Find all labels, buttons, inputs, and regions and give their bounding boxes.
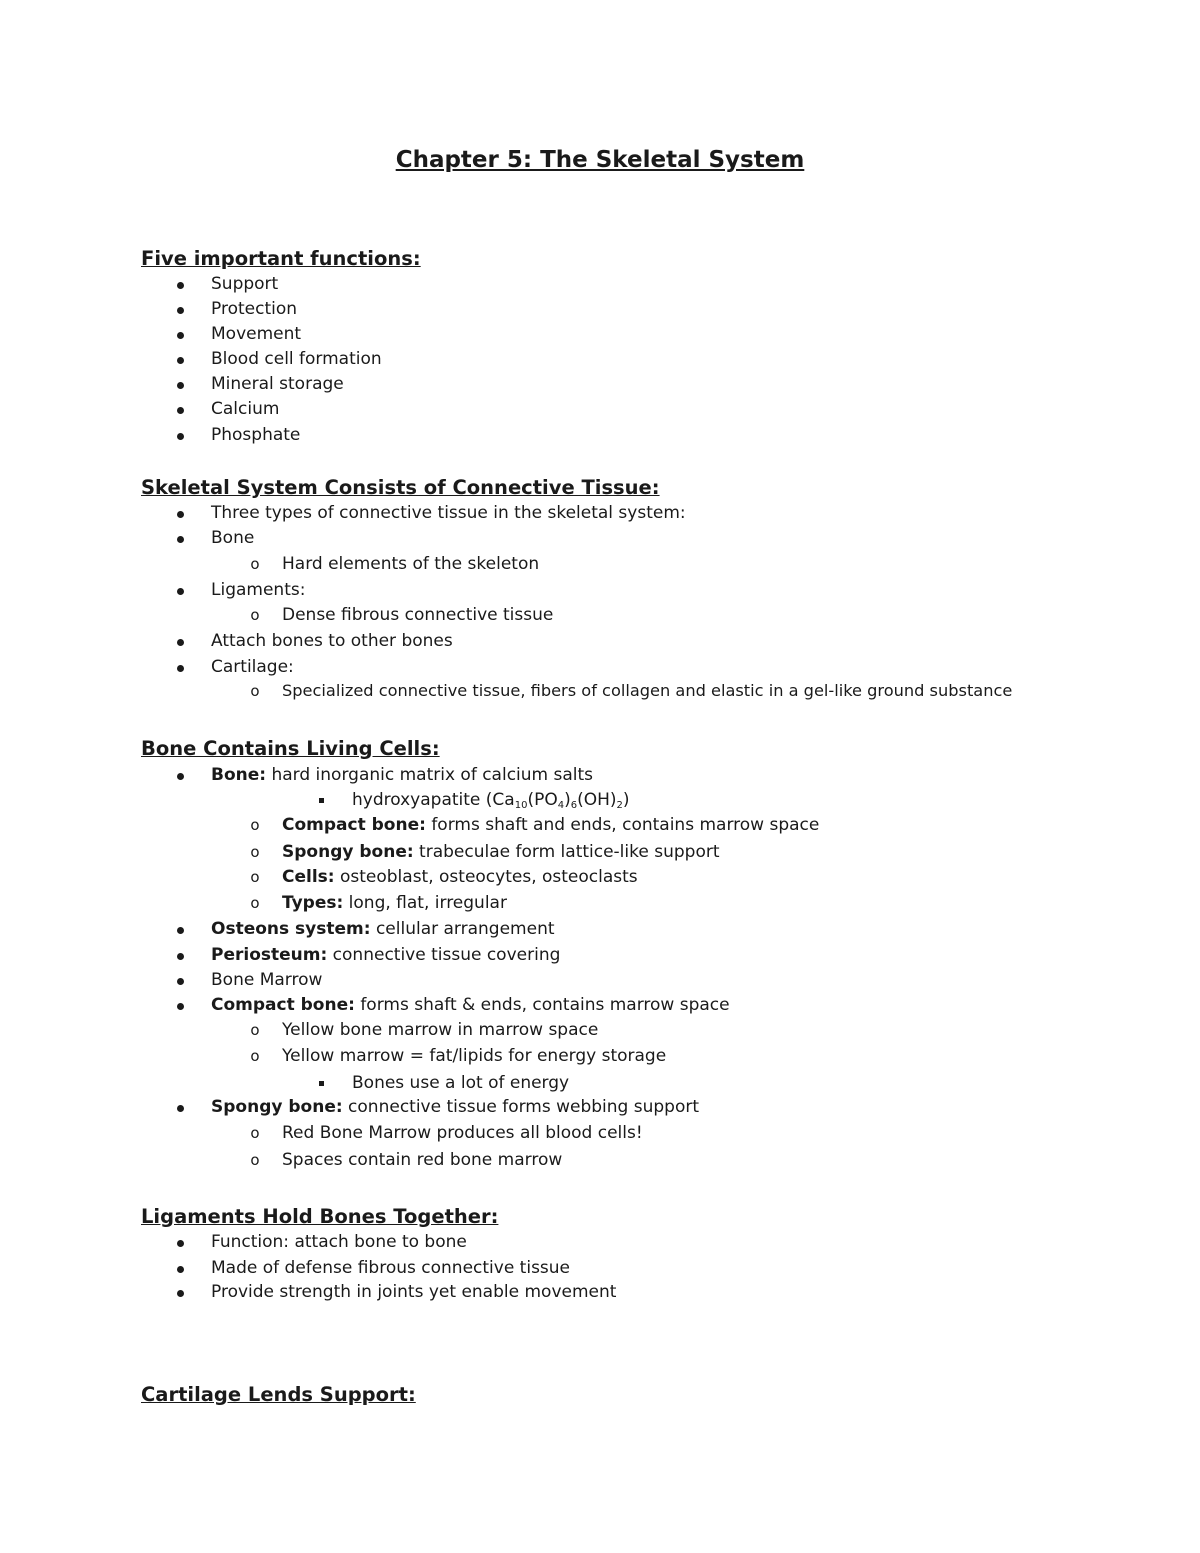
circle-bullet-icon: o <box>250 1151 260 1169</box>
square-bullet-icon <box>311 788 331 812</box>
bullet-icon <box>170 943 190 967</box>
circle-bullet-icon: o <box>250 868 260 886</box>
bullet-icon <box>170 372 190 396</box>
section-heading-connective-tissue: Skeletal System Consists of Connective Tissue: <box>141 476 660 499</box>
bullet-icon <box>170 272 190 296</box>
bullet-icon <box>170 322 190 346</box>
bullet-icon <box>170 1280 190 1304</box>
section-heading-functions: Five important functions: <box>141 247 421 270</box>
section-heading-cartilage: Cartilage Lends Support: <box>141 1383 416 1406</box>
bullet-icon <box>170 763 190 787</box>
bullet-icon <box>170 1095 190 1119</box>
square-bullet-icon <box>311 1071 331 1095</box>
page-title: Chapter 5: The Skeletal System <box>395 147 805 173</box>
circle-bullet-icon: o <box>250 1047 260 1065</box>
circle-bullet-icon: o <box>250 1124 260 1142</box>
bullet-icon <box>170 1256 190 1280</box>
circle-bullet-icon: o <box>250 606 260 624</box>
document-page: Chapter 5: The Skeletal System Five important functions: Support Protection Movement Blood cell formation Mineral storage Calcium Phosphate Skeletal System Consists of Connective Tissue: Three types of connective tissue in the skeletal system: Bone o Hard elements of the skeleton Ligaments: o Dense fibrous connective tissue Attach bones to other bones Cartilage: o Specialized connective tissue, fibers of collagen and elastic in a gel-like ground substance Bone Contains Living Cells: Bone: hard inorganic matrix of calcium salts hydroxyapatite $(Ca_{10}(PO_4)_6(OH)_2)$ o Compact bone: forms shaft and ends, contains marrow space o Spongy bone: trabeculae form lattice-like support o Cells: osteoblast, osteocytes, osteoclasts o Types: long, flat, irregular Osteons system: cellular arrangement Periosteum: connective tissue covering Bone Marrow Compact bone: forms shaft & ends, contains marrow space o Yellow bone marrow in marrow space o Yellow marrow = fat/lipids for energy storage Bones use a lot of energy Spongy bone: connective tissue forms webbing support o Red Bone Marrow produces all blood cells! o Spaces contain red bone marrow Ligaments Hold Bones Together: Function: attach bone to bone Made of defense fibrous connective tissue Provide strength in joints yet enable movement Cartilage Lends Support: <box>0 0 1200 1553</box>
bullet-icon <box>170 629 190 653</box>
bullet-icon <box>170 423 190 447</box>
bullet-icon <box>170 578 190 602</box>
bullet-icon <box>170 993 190 1017</box>
section-heading-living-cells: Bone Contains Living Cells: <box>141 737 440 760</box>
bullet-icon <box>170 655 190 679</box>
circle-bullet-icon: o <box>250 1021 260 1039</box>
bullet-icon <box>170 526 190 550</box>
circle-bullet-icon: o <box>250 816 260 834</box>
bullet-icon <box>170 917 190 941</box>
bullet-icon <box>170 501 190 525</box>
chemical-formula: hydroxyapatite $(Ca_{10}(PO_4)_6(OH)_2)$ <box>352 790 630 811</box>
section-heading-ligaments: Ligaments Hold Bones Together: <box>141 1205 499 1228</box>
bullet-icon <box>170 397 190 421</box>
circle-bullet-icon: o <box>250 894 260 912</box>
bullet-icon <box>170 1230 190 1254</box>
bullet-icon <box>170 297 190 321</box>
circle-bullet-icon: o <box>250 682 260 700</box>
bullet-icon <box>170 347 190 371</box>
circle-bullet-icon: o <box>250 843 260 861</box>
bullet-icon <box>170 968 190 992</box>
circle-bullet-icon: o <box>250 555 260 573</box>
